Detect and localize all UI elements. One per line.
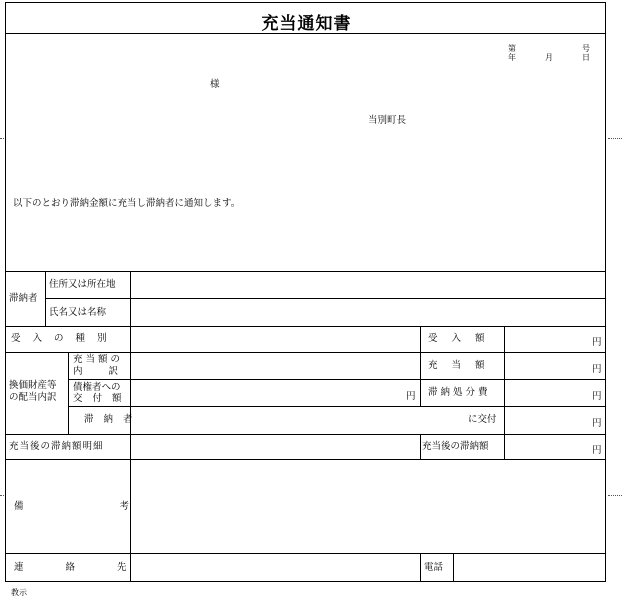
line-after-top [6,434,605,435]
remarks-label: 備考 [14,501,226,512]
line-allocation-2 [68,406,605,407]
creditor-label-1: 債権者への [73,382,121,393]
number-dai: 第 [508,44,516,53]
creditor-label-2: 交付額 [73,393,132,404]
receipt-type-label: 受入の種別 [11,333,119,344]
form-title: 充当通知書 [261,14,352,34]
delivered-yen: 円 [592,418,602,429]
received-amount-label: 受入額 [428,333,499,344]
line-contact-top [6,553,605,554]
right-cut-mark-bottom [608,495,622,496]
line-after-bottom [6,459,605,460]
left-cut-mark-top [0,138,4,139]
vline-right-value [504,326,505,459]
vline-right-label [420,326,421,352]
footer-note: 教示 [11,588,27,597]
contact-label: 連絡先 [14,562,169,573]
after-amount-yen: 円 [592,445,602,456]
appropriation-detail-2: 内訳 [73,366,145,377]
delivered-label: に交付 [468,414,497,425]
left-cut-mark-bottom [0,495,4,496]
vline-allocation-right [420,352,421,406]
appropriation-notice-form [5,2,606,582]
taxpayer-label: 滞納者 [9,293,38,304]
allocation-group-label-1: 換価財産等 [9,380,57,391]
vline-phone-value [453,553,454,581]
addressee-sama: 様 [210,79,220,90]
after-detail-label: 充当後の滞納額明細 [9,441,104,452]
appropriation-detail-1: 充当額の [73,354,124,365]
disposal-fee-yen: 円 [592,391,602,402]
line-allocation-1 [68,379,605,380]
vline-allocation-group [68,352,69,434]
delinquent-label: 滞納者 [84,414,143,425]
after-amount-label: 充当後の滞納額 [422,441,489,452]
line-receipt-top [6,326,605,327]
appropriated-yen: 円 [592,364,602,375]
disposal-fee-label: 滞納処分費 [428,387,491,398]
line-taxpayer-top [6,271,605,272]
notice-text: 以下のとおり滞納金額に充当し滞納者に通知します。 [13,198,241,209]
line-taxpayer-mid [45,298,605,299]
right-cut-mark-top [608,138,622,139]
vline-main-col [130,271,131,459]
vline-phone [420,553,421,581]
title-divider [6,33,605,34]
line-receipt-bottom [6,352,605,353]
creditor-yen: 円 [406,391,416,402]
appropriated-label: 充当額 [428,360,499,371]
name-label: 氏名又は名称 [49,307,107,318]
date-month: 月 [545,53,553,62]
date-day: 日 [582,53,590,62]
issuer-name: 当別町長 [368,115,407,126]
vline-after-label [420,434,421,459]
vline-taxpayer-label [45,271,46,326]
date-year: 年 [508,53,516,62]
received-amount-yen: 円 [592,337,602,348]
address-label: 住所又は所在地 [49,279,116,290]
number-go: 号 [582,44,590,53]
allocation-group-label-2: の配当内訳 [9,392,57,403]
phone-label: 電話 [424,562,444,573]
